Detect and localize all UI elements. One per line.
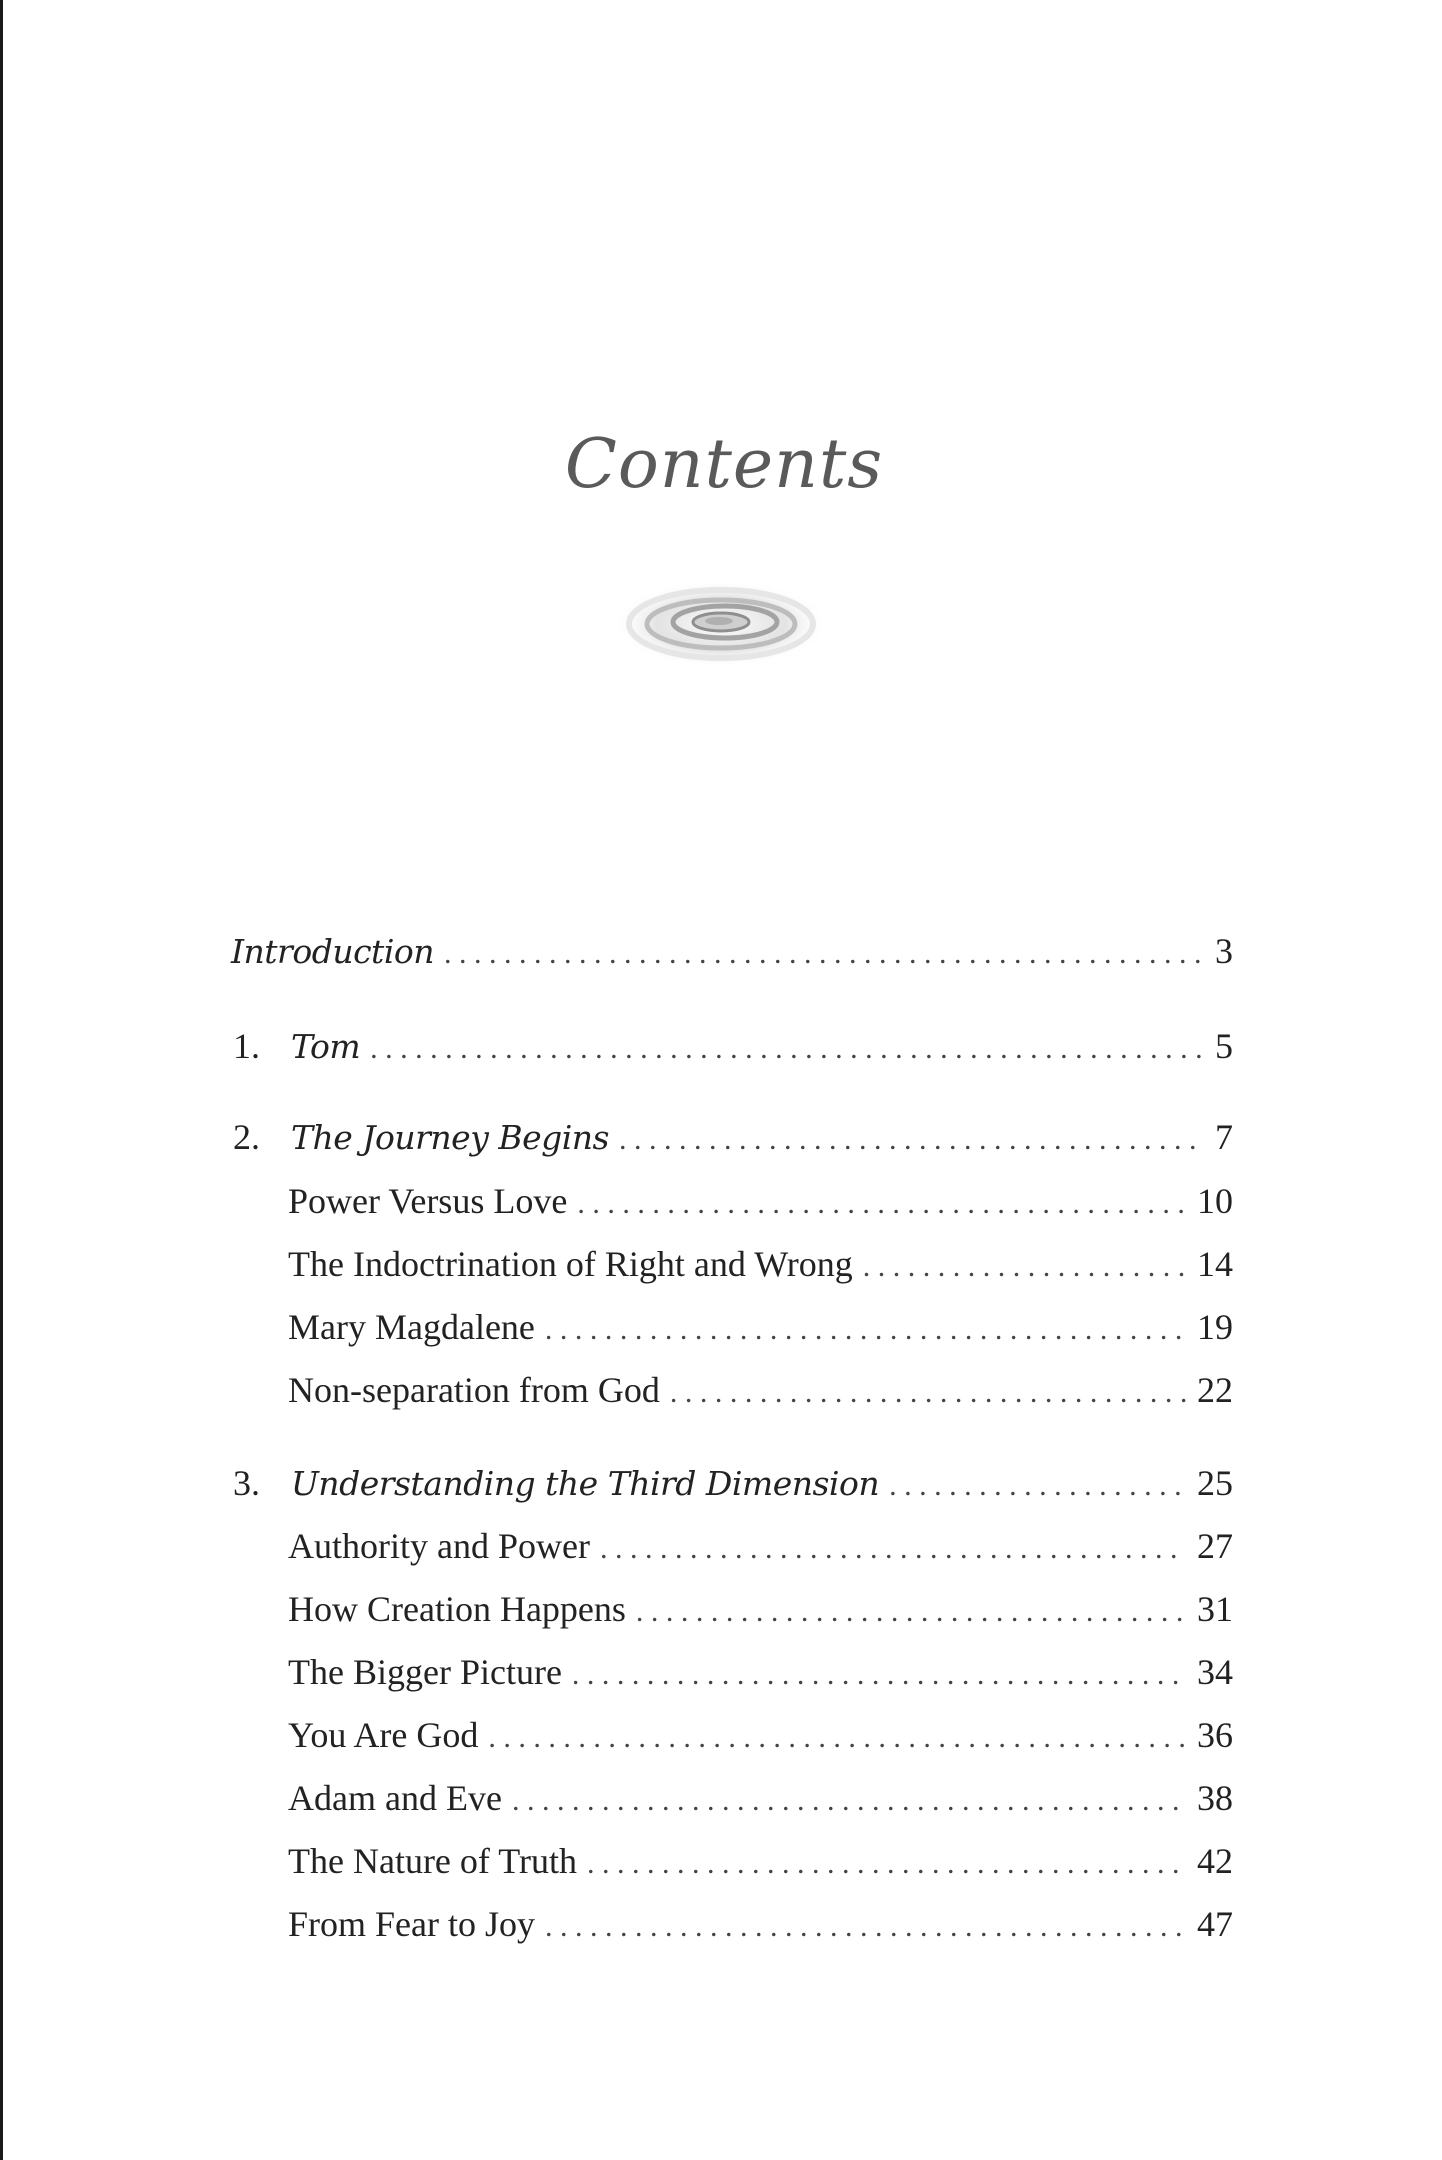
toc-page-number: 14 <box>1197 1244 1233 1284</box>
toc-section-row[interactable] <box>288 1180 1233 1230</box>
toc-page-number: 42 <box>1197 1841 1233 1881</box>
dot-leader <box>670 1376 1187 1410</box>
toc-entry-title: The Nature of Truth <box>288 1841 577 1881</box>
toc-section-row[interactable] <box>288 1369 1233 1419</box>
toc-chapter-row[interactable] <box>233 1462 1233 1512</box>
toc-chapter-row[interactable] <box>233 1025 1233 1075</box>
toc-entry-title: Tom <box>291 1027 361 1066</box>
toc-entry-title: How Creation Happens <box>288 1589 626 1629</box>
dot-leader <box>600 1532 1187 1566</box>
dot-leader <box>863 1250 1187 1284</box>
toc-entry-title: Understanding the Third Dimension <box>291 1464 880 1503</box>
toc-entry-title: Mary Magdalene <box>288 1307 535 1347</box>
toc-page-number: 34 <box>1197 1652 1233 1692</box>
toc-section-row[interactable] <box>288 1243 1233 1293</box>
toc-page-number: 19 <box>1197 1307 1233 1347</box>
toc-page-number: 31 <box>1197 1589 1233 1629</box>
toc-section-row[interactable] <box>288 1651 1233 1701</box>
toc-entry-title: You Are God <box>288 1715 479 1755</box>
toc-chapter-number: 1. <box>233 1026 260 1066</box>
dot-leader <box>545 1313 1187 1347</box>
table-of-contents <box>3 0 1442 2160</box>
toc-section-row[interactable] <box>288 1306 1233 1356</box>
toc-entry-title: The Indoctrination of Right and Wrong <box>288 1244 853 1284</box>
toc-page-number: 3 <box>1215 931 1233 971</box>
toc-chapter-number: 3. <box>233 1463 260 1503</box>
toc-page-number: 5 <box>1215 1026 1233 1066</box>
toc-section-row[interactable] <box>288 1840 1233 1890</box>
toc-section-row[interactable] <box>288 1777 1233 1827</box>
toc-section-row[interactable] <box>288 1903 1233 1953</box>
dot-leader <box>587 1847 1187 1881</box>
toc-page-number: 38 <box>1197 1778 1233 1818</box>
dot-leader <box>572 1658 1187 1692</box>
toc-page-number: 25 <box>1197 1463 1233 1503</box>
toc-section-row[interactable] <box>288 1588 1233 1638</box>
dot-leader <box>889 1469 1187 1503</box>
toc-page-number: 47 <box>1197 1904 1233 1944</box>
toc-chapter-row[interactable] <box>231 930 1233 980</box>
dot-leader <box>370 1032 1205 1066</box>
toc-page-number: 10 <box>1197 1181 1233 1221</box>
toc-page-number: 36 <box>1197 1715 1233 1755</box>
toc-page-number: 22 <box>1197 1370 1233 1410</box>
toc-entry-title: Power Versus Love <box>288 1181 568 1221</box>
dot-leader <box>577 1187 1187 1221</box>
dot-leader <box>545 1910 1187 1944</box>
toc-entry-title: Non-separation from God <box>288 1370 660 1410</box>
dot-leader <box>619 1123 1205 1157</box>
dot-leader <box>488 1721 1187 1755</box>
dot-leader <box>636 1595 1187 1629</box>
toc-entry-title: From Fear to Joy <box>288 1904 535 1944</box>
page-title: Contents <box>564 425 884 504</box>
toc-entry-title: Introduction <box>231 932 434 971</box>
toc-page-number: 7 <box>1215 1117 1233 1157</box>
toc-section-row[interactable] <box>288 1525 1233 1575</box>
toc-entry-title: The Journey Begins <box>291 1118 609 1157</box>
toc-page-number: 27 <box>1197 1526 1233 1566</box>
toc-chapter-number: 2. <box>233 1117 260 1157</box>
toc-section-row[interactable] <box>288 1714 1233 1764</box>
toc-entry-title: Adam and Eve <box>288 1778 502 1818</box>
toc-chapter-row[interactable] <box>233 1116 1233 1166</box>
dot-leader <box>444 937 1205 971</box>
dot-leader <box>512 1784 1187 1818</box>
toc-entry-title: The Bigger Picture <box>288 1652 562 1692</box>
toc-entry-title: Authority and Power <box>288 1526 590 1566</box>
